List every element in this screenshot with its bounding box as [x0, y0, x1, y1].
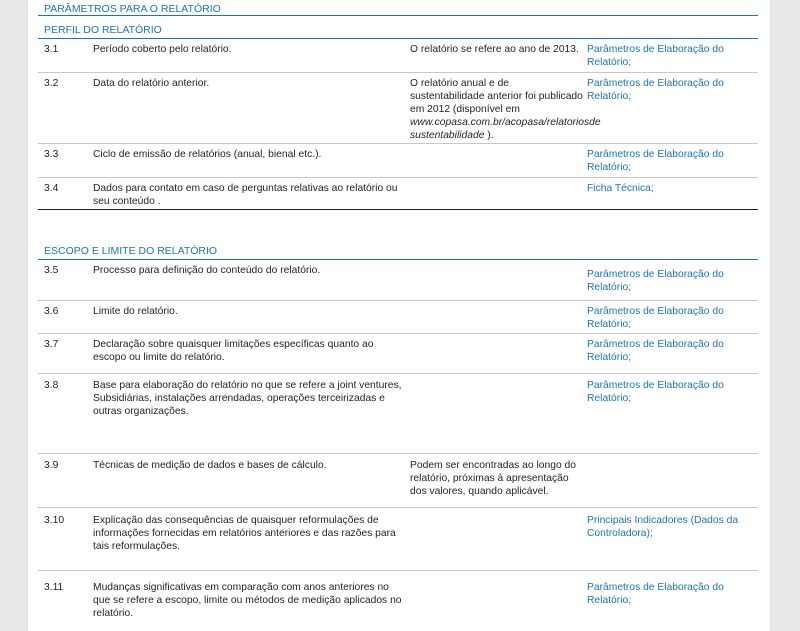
item-description: Declaração sobre quaisquer limitações específicas quanto ao escopo ou limite do relatório.: [93, 339, 374, 363]
item-response: O relatório se refere ao ano de 2013.: [410, 44, 579, 55]
item-description: Explicação das consequências de quaisquer reformulações de informações fornecidas em relatórios anteriores e das razões para tais reformulações.: [93, 515, 396, 552]
item-reference-link[interactable]: Parâmetros de Elaboração do Relatório;: [587, 78, 724, 102]
row-divider: [38, 72, 758, 73]
section-divider: [38, 259, 758, 260]
item-description: Ciclo de emissão de relatórios (anual, bienal etc.).: [93, 149, 322, 160]
row-divider: [38, 333, 758, 334]
row-divider: [38, 453, 758, 454]
item-number: 3.11: [44, 582, 64, 593]
item-reference-link[interactable]: Parâmetros de Elaboração do Relatório;: [587, 44, 724, 68]
row-divider: [38, 373, 758, 374]
document-page: [28, 0, 770, 631]
item-number: 3.4: [44, 183, 59, 194]
item-reference-link[interactable]: Parâmetros de Elaboração do Relatório;: [587, 380, 724, 404]
item-description: Processo para definição do conteúdo do relatório.: [93, 265, 321, 276]
item-number: 3.6: [44, 306, 59, 317]
report-url: www.copasa.com.br/acopasa/relatoriosde sustentabilidade: [410, 117, 601, 141]
header-divider: [38, 0, 758, 16]
item-number: 3.2: [44, 78, 59, 89]
item-description: Data do relatório anterior.: [93, 78, 210, 89]
row-divider: [38, 177, 758, 178]
row-divider: [38, 143, 758, 144]
item-reference-link[interactable]: Parâmetros de Elaboração do Relatório;: [587, 149, 724, 173]
item-number: 3.1: [44, 44, 59, 55]
section-title-perfil: PERFIL DO RELATÓRIO: [44, 24, 162, 36]
row-divider: [38, 300, 758, 301]
item-reference-link[interactable]: Parâmetros de Elaboração do Relatório;: [587, 269, 724, 293]
item-description: Mudanças significativas em comparação com anos anteriores no que se refere a escopo, limite ou métodos de medição aplicados no relatório.: [93, 582, 402, 619]
item-reference-link[interactable]: Parâmetros de Elaboração do Relatório;: [587, 339, 724, 363]
section-title-escopo: ESCOPO E LIMITE DO RELATÓRIO: [44, 245, 218, 257]
item-number: 3.8: [44, 380, 59, 391]
item-number: 3.9: [44, 460, 59, 471]
item-reference-link[interactable]: Principais Indicadores (Dados da Controladora);: [587, 515, 739, 539]
row-divider: [38, 570, 758, 571]
item-response: Podem ser encontradas ao longo do relatório, próximas à apresentação dos valores, quando aplicável.: [410, 460, 577, 497]
item-description: Período coberto pelo relatório.: [93, 44, 232, 55]
item-description: Base para elaboração do relatório no que se refere a joint ventures, Subsidiárias, instalações arrendadas, operações terceirizadas e outras organizações.: [93, 380, 402, 417]
row-divider: [38, 507, 758, 508]
item-description: Dados para contato em caso de perguntas relativas ao relatório ou seu conteúdo .: [93, 183, 398, 207]
item-response: O relatório anual e de sustentabilidade anterior foi publicado em 2012 (disponível em www.copasa.com.br/acopasa/relatoriosde sustentabilidade ).: [410, 78, 601, 141]
item-number: 3.3: [44, 149, 59, 160]
item-number: 3.5: [44, 265, 59, 276]
section-end-divider: [38, 209, 758, 210]
item-description: Técnicas de medição de dados e bases de cálculo.: [93, 460, 327, 471]
item-reference-link[interactable]: Ficha Técnica;: [587, 183, 654, 194]
section-divider: [38, 38, 758, 39]
item-description: Limite do relatório.: [93, 306, 178, 317]
page-header-title: PARÂMETROS PARA O RELATÓRIO: [44, 3, 221, 15]
item-number: 3.7: [44, 339, 59, 350]
item-reference-link[interactable]: Parâmetros de Elaboração do Relatório;: [587, 582, 724, 606]
item-reference-link[interactable]: Parâmetros de Elaboração do Relatório;: [587, 306, 724, 330]
item-number: 3.10: [44, 515, 65, 526]
